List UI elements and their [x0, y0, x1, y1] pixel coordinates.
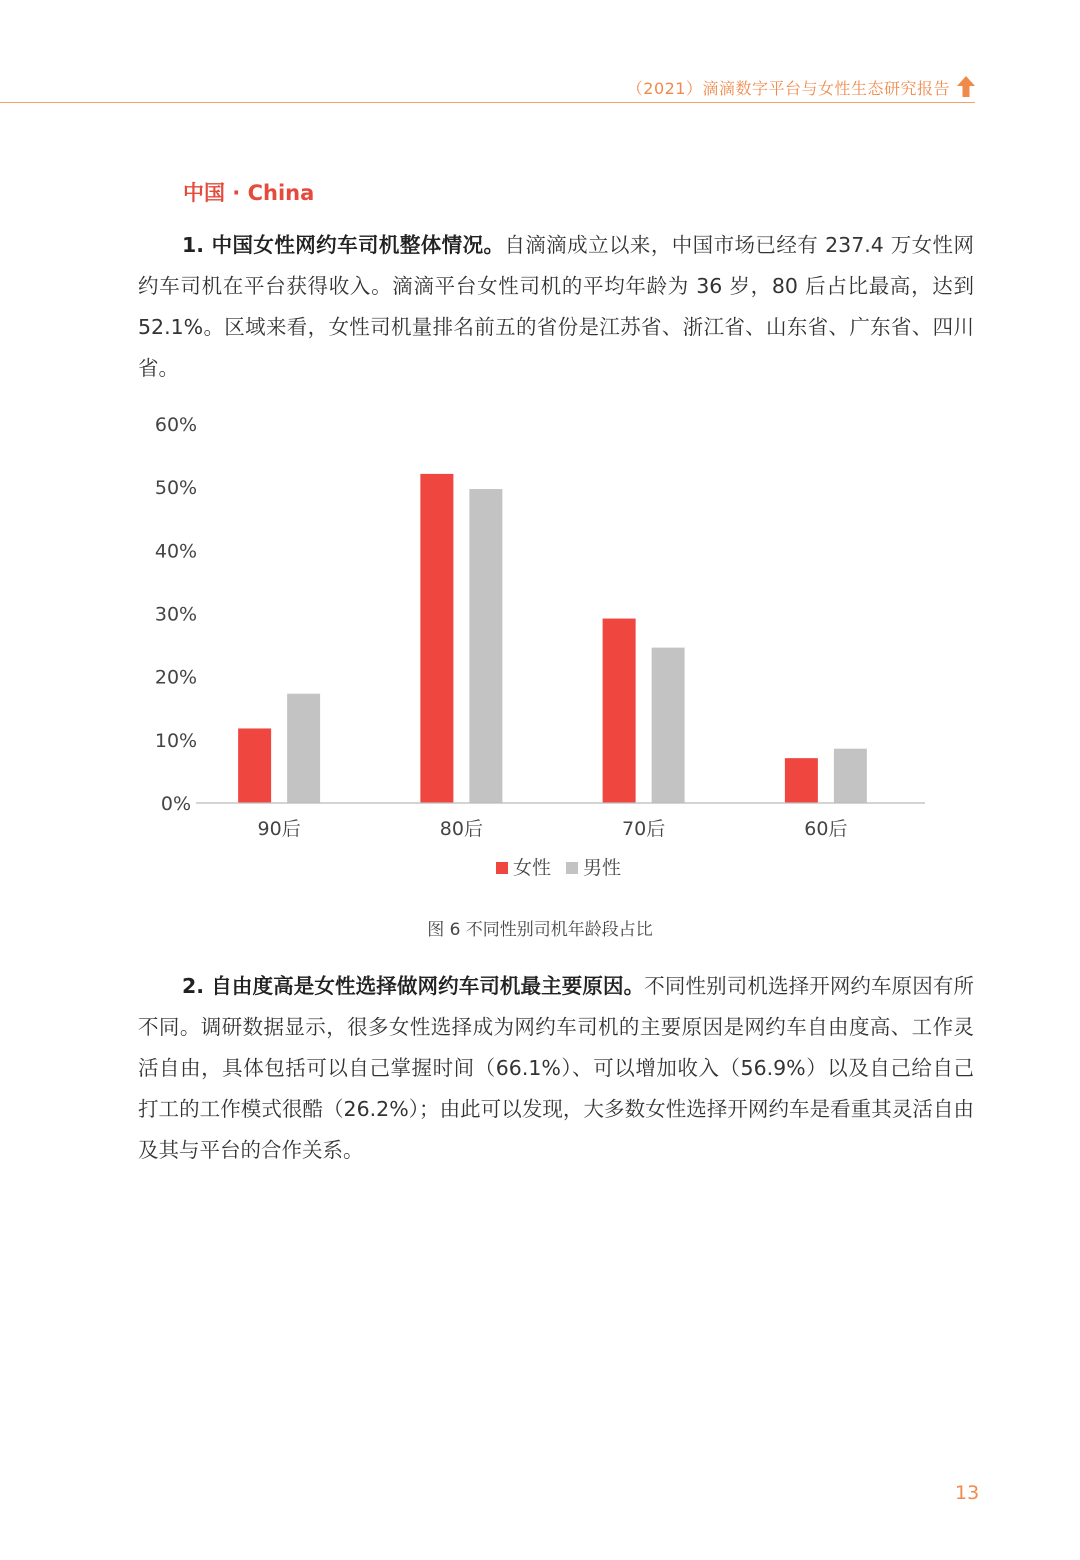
y-tick-label: 50%: [154, 477, 198, 500]
y-tick-label: 20%: [154, 666, 198, 689]
x-tick-label: 80后: [439, 818, 483, 840]
x-tick-label: 90后: [257, 818, 301, 840]
bars-group: [238, 474, 867, 803]
age-gender-bar-chart: [130, 405, 950, 895]
bar-female: [420, 474, 453, 803]
legend-label: 女性: [513, 857, 552, 879]
section-label: 中国 · China: [183, 181, 315, 205]
paragraph-2-body: 不同性别司机选择开网约车原因有所不同。调研数据显示，很多女性选择成为网约车司机的主要原因是网约车自由度高、工作灵活自由，具体包括可以自己掌握时间（66.1%）、可以增加收入（56.9%）以及自己给自己打工的工作模式很酷（26.2%）；由此可以发现，大多数女性选择开网约车是看重其灵活自由及其与平台的合作关系。: [138, 974, 975, 1162]
paragraph-1-body: 自滴滴成立以来，中国市场已经有 237.4 万女性网约车司机在平台获得收入。滴滴平台女性司机的平均年龄为 36 岁，80 后占比最高，达到 52.1%。区域来看，女性司机量排名前五的省份是江苏省、浙江省、山东省、广东省、四川省。: [138, 233, 974, 380]
x-axis-ticks: [258, 818, 848, 840]
y-axis-ticks: [155, 414, 197, 815]
report-title: （2021）滴滴数字平台与女性生态研究报告: [626, 79, 950, 98]
bar-male: [469, 489, 502, 803]
figure-caption: 图 6 不同性别司机年龄段占比: [427, 920, 653, 940]
x-tick-label: 60后: [804, 818, 848, 840]
bar-male: [652, 648, 685, 803]
page-number: 13: [955, 1482, 980, 1504]
legend-label: 男性: [583, 857, 622, 879]
y-tick-label: 30%: [154, 603, 198, 626]
bar-female: [785, 758, 818, 803]
y-tick-label: 10%: [154, 729, 198, 752]
paragraph-1: [138, 225, 974, 389]
paragraph-1-lead: 1. 中国女性网约车司机整体情况。: [182, 233, 505, 257]
y-tick-label: 40%: [154, 540, 198, 563]
bar-male: [287, 694, 320, 803]
y-tick-label: 0%: [160, 793, 192, 815]
bar-female: [603, 619, 636, 803]
paragraph-2-lead: 2. 自由度高是女性选择做网约车司机最主要原因。: [182, 974, 645, 998]
legend-swatch-male: [566, 862, 578, 874]
legend-swatch-female: [496, 862, 508, 874]
x-tick-label: 70后: [622, 818, 666, 840]
chart-legend: [496, 857, 621, 879]
paragraph-2: [138, 966, 974, 1171]
y-tick-label: 60%: [154, 414, 198, 436]
arrow-up-icon: [955, 75, 977, 99]
header-divider: [0, 102, 975, 103]
bar-female: [238, 728, 271, 803]
bar-male: [834, 749, 867, 803]
